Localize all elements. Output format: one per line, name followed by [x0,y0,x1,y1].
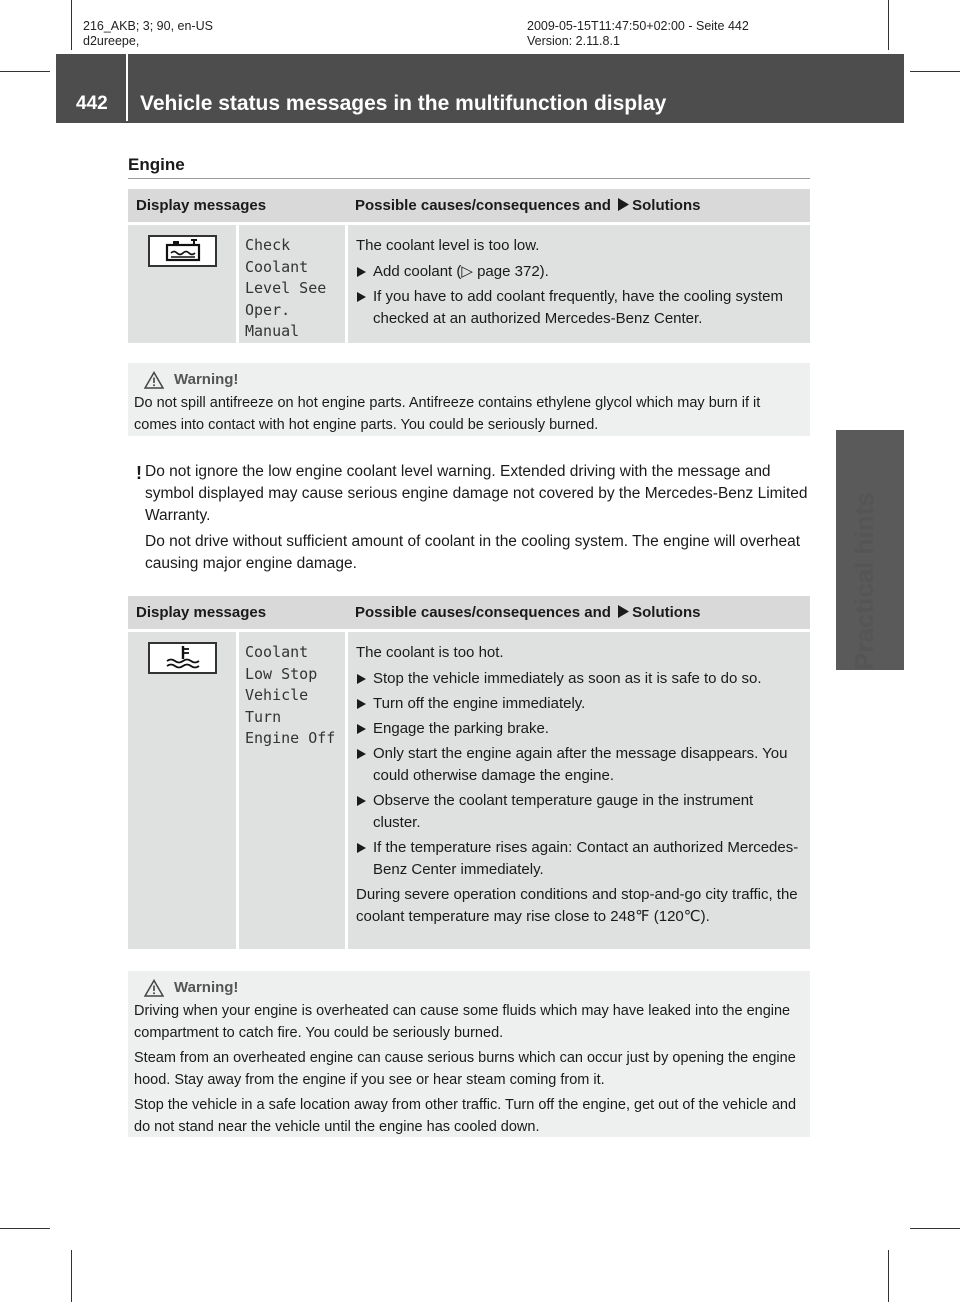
step-text: Only start the engine again after the message disappears. You could otherwise damage the engine. [373,745,788,784]
warning-triangle-icon [144,371,164,389]
print-meta-left-line2: d2ureepe, [83,34,140,48]
step-text: Add coolant (▷ page 372). [373,263,549,280]
col-causes-label: Possible causes/consequences and [355,604,611,621]
warning-paragraph: Driving when your engine is overheated can cause some fluids which may have leaked into the engine compartment to catch fire. You could be seriously burned. [134,1003,791,1041]
page-number: 442 [76,93,108,114]
display-line: Turn [245,707,282,726]
col-causes-solutions [348,596,810,629]
col-causes-solutions [348,189,810,222]
print-meta-right [527,19,749,49]
solutions-cell [348,225,810,343]
warning-text: Do not spill antifreeze on hot engine parts. Antifreeze contains ethylene glycol which may burn if it comes into contact with hot engine parts. You could be seriously burned. [134,395,761,433]
notice-symbol: ! [136,463,142,483]
col-solutions-label: Solutions [632,197,701,214]
display-line: Manual [245,322,300,340]
arrow-right-icon [618,198,629,211]
print-meta-left [83,19,213,49]
cause-text: The coolant level is too low. [356,237,540,254]
step-arrow-icon [357,267,366,277]
col-solutions-label: Solutions [632,604,701,621]
crop-mark-bottom-right-v [888,1250,889,1302]
display-line: Level See [245,279,327,297]
coolant-temperature-icon [148,642,217,674]
table-row [128,632,810,949]
message-table-coolant-level [128,189,810,343]
solution-step [356,668,802,690]
warning-box-antifreeze [128,363,810,436]
warning-header [134,977,804,999]
col-display-messages: Display messages [136,604,267,621]
step-arrow-icon [357,843,366,853]
step-arrow-icon [357,699,366,709]
col-display-messages: Display messages [136,197,267,214]
solution-step [356,790,802,834]
warning-paragraph: Steam from an overheated engine can cause serious burns which can occur just by opening the engine hood. Stay away from the engine if you see or hear steam coming from it. [134,1050,796,1088]
icon-cell [128,225,236,343]
solution-step [356,743,802,787]
crop-mark-bottom-right-h [910,1228,960,1229]
step-arrow-icon [357,796,366,806]
step-text: If you have to add coolant frequently, have the cooling system checked at an authorized Mercedes-Benz Center. [373,288,783,327]
display-line: Coolant [245,257,309,276]
warning-title: Warning! [174,979,239,996]
table-header [128,596,810,629]
coolant-level-icon [148,235,217,267]
solution-step [356,693,802,715]
print-meta-left-line1: 216_AKB; 3; 90, en-US [83,19,213,33]
display-message-cell [239,632,345,949]
display-line: Coolant [245,643,309,661]
warning-title: Warning! [174,371,239,388]
notice-paragraph: Do not drive without sufficient amount of coolant in the cooling system. The engine will overheat causing major engine damage. [145,533,801,572]
display-line: Vehicle [245,686,309,704]
solution-step [356,718,802,740]
crop-mark-top-left-v [71,0,72,50]
arrow-right-icon [618,605,629,618]
side-tab-label: Practical hints [849,492,879,670]
display-line: Low Stop [245,664,318,683]
crop-mark-bottom-left-h [0,1228,50,1229]
step-arrow-icon [357,724,366,734]
display-line: Engine Off [245,729,336,747]
print-meta-right-line2: Version: 2.11.8.1 [527,34,620,48]
display-message-cell [239,225,345,343]
warning-triangle-icon [144,979,164,997]
warning-paragraph: Stop the vehicle in a safe location away from other traffic. Turn off the engine, get out of the vehicle and do not stand near the vehicle until the engine has cooled down. [134,1097,797,1135]
solutions-cell [348,632,810,949]
warning-header [134,369,804,391]
step-text: Turn off the engine immediately. [373,695,586,712]
step-text: Engage the parking brake. [373,720,549,737]
solution-step [356,837,802,881]
table-header [128,189,810,222]
print-meta-right-line1: 2009-05-15T11:47:50+02:00 - Seite 442 [527,19,749,33]
solution-step [356,286,802,330]
step-arrow-icon [357,749,366,759]
page-title: Vehicle status messages in the multifunction display [140,92,667,115]
temperature-note: During severe operation conditions and stop-and-go city traffic, the coolant temperature may rise close to 248℉ (120℃). [356,886,798,925]
notice-block [128,461,818,575]
step-arrow-icon [357,674,366,684]
section-title: Engine [128,155,185,174]
crop-mark-top-right-v [888,0,889,50]
crop-mark-bottom-left-v [71,1250,72,1302]
step-arrow-icon [357,292,366,302]
display-line: Check [245,236,291,254]
solution-step [356,261,802,283]
step-text: Stop the vehicle immediately as soon as it is safe to do so. [373,670,762,687]
cause-text: The coolant is too hot. [356,644,504,661]
col-causes-label: Possible causes/consequences and [355,197,611,214]
message-table-coolant-temperature [128,596,810,949]
warning-box-overheating [128,971,810,1137]
display-line: Oper. [245,300,291,319]
icon-cell [128,632,236,949]
notice-paragraph: Do not ignore the low engine coolant level warning. Extended driving with the message and symbol displayed may cause serious engine damage not covered by the Mercedes-Benz Limited Warranty. [145,463,808,524]
step-text: Observe the coolant temperature gauge in the instrument cluster. [373,792,754,831]
table-row [128,225,810,343]
step-text: If the temperature rises again: Contact an authorized Mercedes-Benz Center immediately. [373,839,799,878]
section-rule [128,178,810,179]
crop-mark-top-left-h [0,71,50,72]
header-rule [56,121,904,123]
crop-mark-top-right-h [910,71,960,72]
